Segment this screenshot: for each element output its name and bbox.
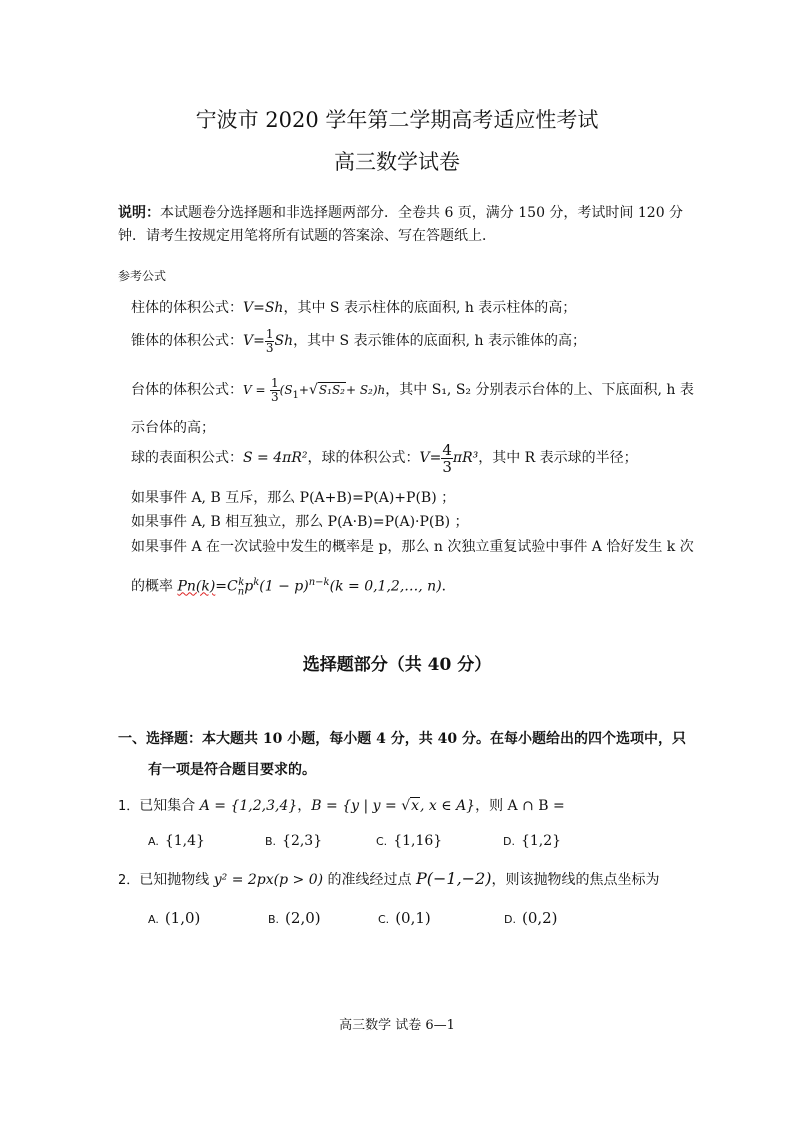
option-value: {1,2} [520, 833, 562, 849]
option-label: B. [268, 913, 280, 926]
note-line-1 [118, 203, 683, 223]
option-label: C. [376, 835, 388, 848]
formula-prism-prefix: 柱体的体积公式： [131, 300, 243, 316]
formula-sphere-num: 4 [442, 440, 452, 459]
formula-bernoulli-q: (1 − p) [259, 578, 309, 595]
formula-frustum: 台体的体积公式：V = $\frac{1}{3}$ $(S_1+√S_1S_2+ S_2)h$，其中 S₁, S₂ 分别表示台体的上、下底面积, h 表 [131, 375, 694, 404]
formula-sphere-v: V= [419, 450, 442, 466]
formula-frustum-v: V = [243, 383, 266, 397]
option-value: (1,0) [164, 909, 201, 927]
option-value: {1,16} [393, 833, 443, 849]
question-2-point: P(−1,−2) [415, 869, 492, 888]
part-heading-1: 一、选择题：本大题共 10 小题，每小题 4 分，共 40 分。在每小题给出的四个选项中，只 [118, 731, 686, 747]
formula-sphere-mid: ，球的体积公式： [307, 450, 420, 466]
formula-frustum-desc: ，其中 S₁, S₂ 分别表示台体的上、下底面积, h 表 [385, 382, 694, 398]
question-2-number: 2． [118, 873, 140, 888]
question-1-option-a[interactable] [148, 833, 205, 849]
formula-bernoulli-pn: Pn(k) [177, 578, 216, 595]
formula-sphere-vol: πR³ [452, 450, 479, 466]
option-label: A. [148, 835, 159, 848]
formula-sphere-prefix: 球的表面积公式： [131, 450, 243, 466]
question-1-set-b: B = {y | y = [311, 798, 402, 814]
question-1-stem: 1．已知集合 A = {1,2,3,4}，B = {y | y = √x, x ∈ A}，则 A ∩ B = [118, 798, 565, 814]
formula-cone-den: 3 [265, 340, 274, 355]
formula-bernoulli-1: 如果事件 A 在一次试验中发生的概率是 p，那么 n 次独立重复试验中事件 A 恰好发生 k 次 [131, 539, 694, 555]
question-1-option-c[interactable] [376, 833, 442, 849]
question-2-stem [118, 867, 660, 893]
note-label: 说明： [118, 205, 160, 221]
option-value: (2,0) [285, 909, 321, 927]
question-2-text-a: 已知抛物线 [139, 872, 214, 888]
option-value: (0,1) [395, 909, 431, 927]
question-2-text-c: 的准线经过点 [323, 872, 416, 888]
formula-cone-desc: ，其中 S 表示锥体的底面积, h 表示锥体的高； [293, 333, 586, 349]
formula-bernoulli-range: (k = 0,1,2,…, n) [329, 578, 442, 595]
formula-sphere [131, 441, 638, 475]
option-value: {2,3} [282, 833, 323, 849]
formula-prism-expr: V=Sh [243, 300, 284, 316]
formula-prism-desc: ，其中 S 表示柱体的底面积, h 表示柱体的高； [283, 300, 577, 316]
formula-frustum-sqrt: S₁S₂ [318, 383, 345, 397]
formula-bernoulli-end: ． [441, 578, 456, 595]
formula-cone-prefix: 锥体的体积公式： [131, 333, 243, 349]
formula-independent: 如果事件 A, B 相互独立，那么 P(A·B)=P(A)·P(B) ； [131, 514, 469, 530]
formula-exclusive: 如果事件 A, B 互斥，那么 P(A+B)=P(A)+P(B) ； [131, 490, 456, 506]
formula-frustum-num: 1 [271, 375, 279, 390]
question-2-text-e: ，则该抛物线的焦点坐标为 [491, 872, 660, 888]
formula-frustum-den: 3 [271, 389, 279, 404]
question-2-option-a[interactable] [148, 909, 200, 927]
question-1-option-d[interactable] [503, 833, 561, 849]
formula-cone [131, 326, 586, 356]
formula-frustum-fraction [270, 377, 280, 404]
note-line-2: 钟．请考生按规定用笔将所有试题的答案涂、写在答题纸上． [118, 228, 496, 244]
question-2-option-c[interactable] [378, 909, 431, 927]
question-2-option-b[interactable] [268, 909, 321, 927]
question-1-number: 1． [118, 799, 140, 814]
formula-frustum-s1: (S [279, 383, 293, 397]
question-2-option-d[interactable] [504, 909, 558, 927]
question-1-text-a: 已知集合 [139, 798, 200, 814]
question-1-set-a: A = {1,2,3,4} [199, 798, 298, 814]
formula-frustum-desc-2: 示台体的高； [131, 420, 215, 436]
question-1-text-c: ， [297, 798, 312, 814]
formula-cone-num: 1 [265, 326, 274, 341]
note-text-1: 本试题卷分选择题和非选择题两部分．全卷共 6 页，满分 150 分，考试时间 120 分 [160, 205, 684, 221]
option-value: {1,4} [164, 833, 205, 849]
formula-sphere-area: S = 4πR² [243, 450, 308, 466]
part-heading-2: 有一项是符合题目要求的。 [148, 762, 316, 778]
formula-frustum-plus: + [298, 383, 309, 397]
option-value: (0,2) [521, 909, 558, 927]
question-1-sqrt: x [411, 798, 420, 814]
formula-heading: 参考公式 [118, 269, 167, 283]
section-title: 选择题部分（共 40 分） [302, 655, 492, 675]
formula-sphere-fraction [441, 442, 453, 475]
option-label: D. [503, 835, 515, 848]
formula-bernoulli-p: p [244, 578, 254, 595]
exam-title: 宁波市 2020 学年第二学期高考适应性考试 [195, 108, 599, 132]
formula-bernoulli-c: =C [215, 578, 238, 595]
formula-bernoulli-2: 的概率 $Pn(k)=C_n^kp^k(1 - p)^{n-k}(k$ = 0,1,2,…, n)． [131, 577, 456, 598]
option-label: D. [504, 913, 516, 926]
formula-cone-tail: Sh [274, 333, 294, 349]
option-label: A. [148, 913, 159, 926]
option-label: C. [378, 913, 390, 926]
option-label: B. [265, 835, 277, 848]
formula-sphere-desc: ，其中 R 表示球的半径； [478, 450, 638, 466]
question-1-text-f: ，则 A ∩ B = [475, 798, 565, 814]
formula-cone-v: V= [243, 333, 265, 349]
exam-subtitle: 高三数学试卷 [334, 150, 460, 174]
formula-frustum-prefix: 台体的体积公式： [131, 382, 243, 398]
question-2-parabola: y² = 2px(p > 0) [213, 872, 324, 888]
formula-sphere-den: 3 [442, 457, 452, 476]
question-1-set-b-end: , x ∈ A} [420, 798, 476, 814]
formula-bernoulli-prefix: 的概率 [131, 578, 178, 595]
question-1-option-b[interactable] [265, 833, 322, 849]
formula-prism [131, 298, 576, 318]
page-footer: 高三数学 试卷 6—1 [339, 1018, 455, 1033]
formula-frustum-s2: + S₂)h [345, 383, 386, 397]
